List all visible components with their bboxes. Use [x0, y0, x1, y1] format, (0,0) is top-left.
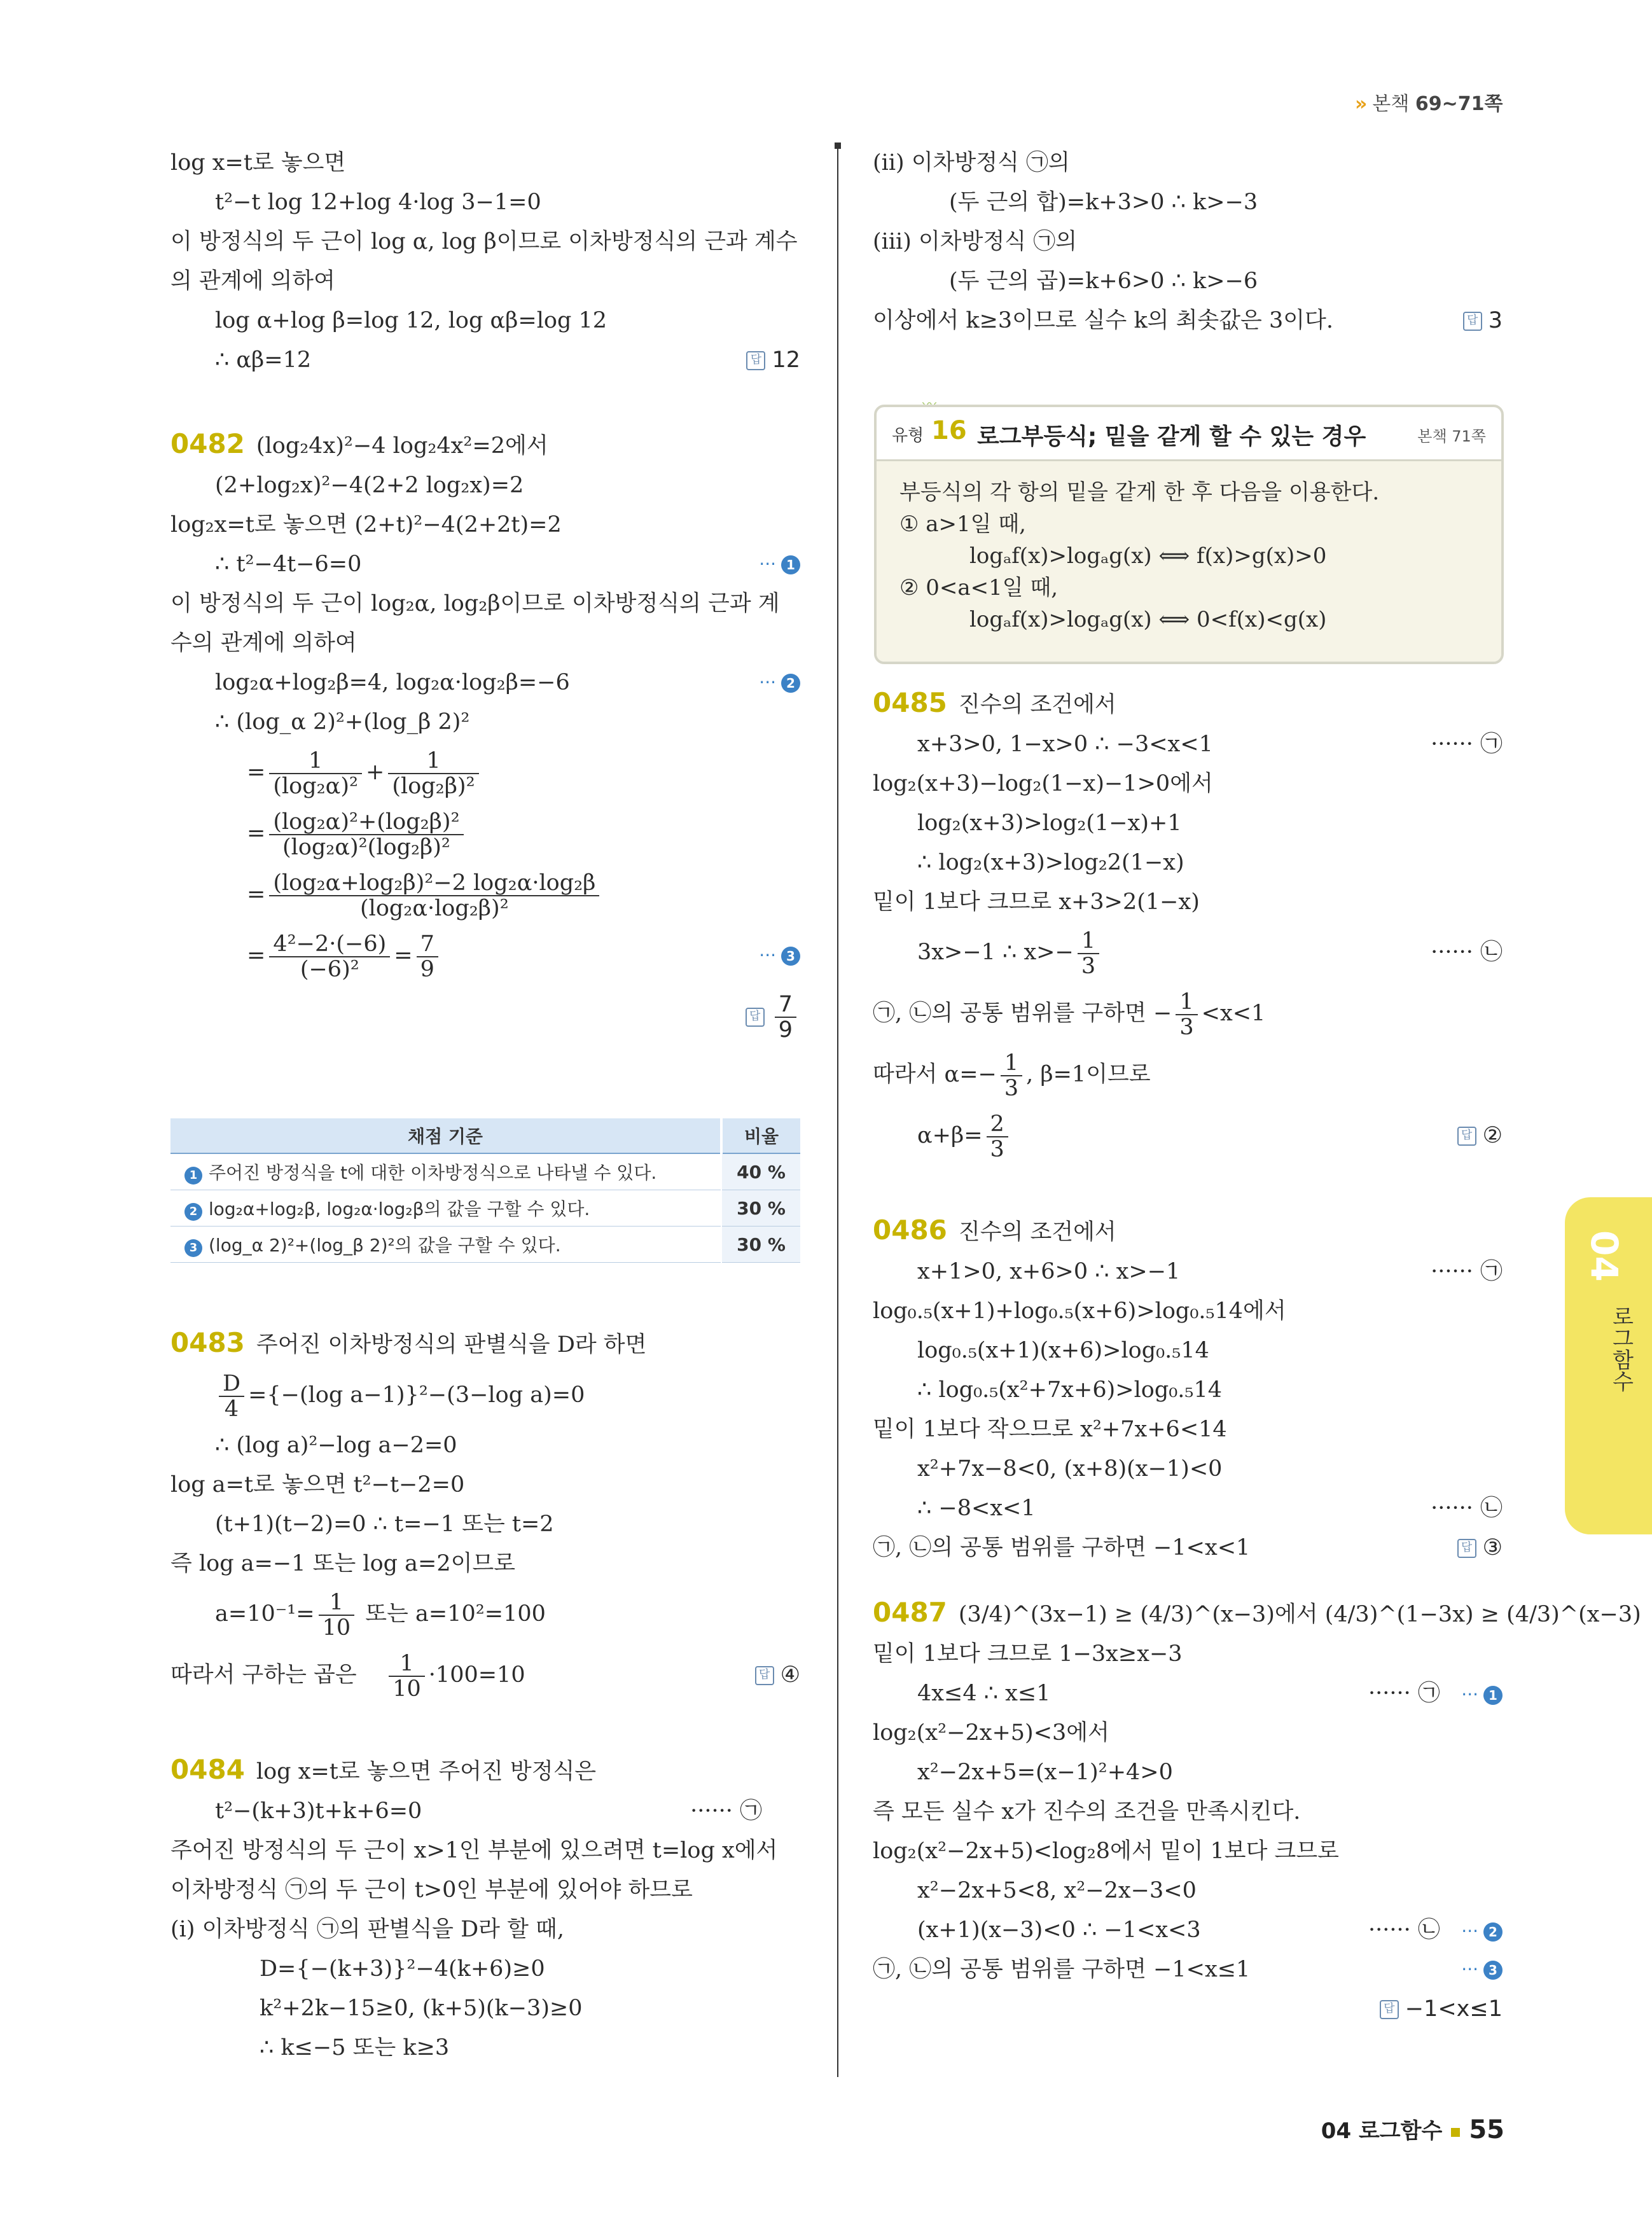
answer-line — [170, 986, 800, 1047]
answer-badge: 답 −1<x≤1 — [1380, 1989, 1503, 2029]
type-body: 부등식의 각 항의 밑을 같게 한 후 다음을 이용한다. ① a>1일 때, logₐf(x)>logₐg(x) ⟺ f(x)>g(x)>0 ② 0<a<1일 때, logₐf(x)>logₐg(x) ⟺ 0<f(x)<g(x) — [877, 461, 1501, 662]
type-page-ref: 본책 71쪽 — [1417, 427, 1486, 445]
type-box — [874, 405, 1504, 664]
answer-badge: 답 ② — [1457, 1105, 1503, 1166]
answer-icon: 답 — [1457, 1127, 1476, 1146]
answer-badge: 답 ③ — [1457, 1528, 1503, 1567]
equation: log₂α+log₂β=4, log₂α·log₂β=−6 ··· 2 — [170, 663, 800, 702]
step-marker-3: ··· 3 — [1461, 1950, 1503, 1989]
equation: ㉠, ㉡의 공통 범위를 구하면 −1<x≤1 ··· 3 — [873, 1950, 1503, 1989]
equation: x²−2x+5=(x−1)²+4>0 — [917, 1760, 1173, 1785]
equation: ∴ (log a)²−log a−2=0 — [215, 1433, 457, 1458]
equation: log₀.₅(x+1)+log₀.₅(x+6)>log₀.₅14에서 — [873, 1298, 1286, 1324]
answer-badge: 답 ④ — [755, 1644, 800, 1706]
equation: log₂(x²−2x+5)<3에서 — [873, 1720, 1109, 1746]
fraction-step: = $\frac{\text{(log₂α)²+(log₂β)²}}{\text{(log₂α)²(log₂β)²}}$ — [170, 803, 800, 864]
equation: ∴ −8<x<1 ······ ㉡ — [873, 1489, 1503, 1528]
problem-header: 0483 주어진 이차방정식의 판별식을 D라 하면 — [170, 1327, 647, 1358]
text-line: 의 관계에 의하여 — [170, 268, 335, 294]
equation: 밑이 1보다 크므로 x+3>2(1−x) — [873, 889, 1200, 915]
grading-table — [170, 1118, 800, 1263]
equation: α+β= $\frac{2}{3}$ 답 ② — [873, 1105, 1503, 1166]
double-chevron-icon: » — [1355, 93, 1368, 115]
table-header: 채점 기준 비율 — [170, 1118, 800, 1153]
fraction-step: = $\frac{1}{\text{(log₂α)²}}$ + $\frac{1}{\text{(log₂β)²}}$ — [170, 742, 800, 803]
problem-number: 0484 — [170, 1754, 245, 1785]
equation: log₂(x²−2x+5)<log₂8에서 밑이 1보다 크므로 — [873, 1838, 1339, 1864]
equation: ∴ log₂(x+3)>log₂2(1−x) — [917, 850, 1184, 875]
text-line: 이차방정식 ㉠의 두 근이 t>0인 부분에 있어야 하므로 — [170, 1877, 693, 1903]
text-line: 주어진 방정식의 두 근이 x>1인 부분에 있으려면 t=log x에서 — [170, 1838, 778, 1863]
fraction-step: = $\frac{\text{4²−2·(−6)}}{\text{(−6)²}}$ = $\frac{7}{9}$ ··· 3 — [170, 925, 800, 986]
equation: (2+log₂x)²−4(2+2 log₂x)=2 — [215, 473, 524, 498]
equation-label: ······ ㉡ — [1431, 1496, 1503, 1521]
equation: ㉠, ㉡의 공통 범위를 구하면 −1<x<1 답 ③ — [873, 1528, 1503, 1567]
equation: (두 근의 곱)=k+6>0 ∴ k>−6 — [949, 268, 1258, 294]
left-column — [170, 143, 800, 1047]
text-line: 이 방정식의 두 근이 log α, log β이므로 이차방정식의 근과 계수 — [170, 229, 798, 254]
equation: t²−(k+3)t+k+6=0 ······ ㉠ — [170, 1791, 800, 1831]
equation: 밑이 1보다 작으므로 x²+7x+6<14 — [873, 1417, 1227, 1442]
chapter-label: 로그함수 — [1608, 1305, 1634, 1392]
equation: 따라서 구하는 곱은 $\frac{1}{10}$ ·100=10 답 ④ — [170, 1644, 800, 1706]
equation: x+3>0, 1−x>0 ∴ −3<x<1 ······ ㉠ — [873, 725, 1503, 764]
chapter-side-tab[interactable] — [1565, 1197, 1652, 1534]
fraction-step: = $\frac{\text{(log₂α+log₂β)²−2 log₂α·log₂β}}{\text{(log₂α·log₂β)²}}$ — [170, 864, 800, 925]
problem-number: 0482 — [170, 428, 245, 459]
equation: a=10⁻¹= $\frac{1}{10}$ 또는 a=10²=100 — [215, 1589, 546, 1641]
answer-badge: 답 $\frac{7}{9}$ — [746, 986, 800, 1047]
problem-number: 0483 — [170, 1327, 245, 1358]
equation: D={−(k+3)}²−4(k+6)≥0 — [260, 1956, 545, 1982]
answer-badge: 답 3 — [1463, 301, 1503, 340]
answer-badge: 답 12 — [746, 340, 800, 380]
answer-icon: 답 — [755, 1666, 774, 1685]
step-marker-2: ··· 2 — [759, 663, 800, 702]
equation: $\frac{D}{4}$ ={−(log a−1)}²−(3−log a)=0 — [170, 1365, 800, 1426]
text-line: (ii) 이차방정식 ㉠의 — [873, 150, 1070, 176]
step-marker-2: ··· 2 — [1461, 1921, 1503, 1942]
answer-line — [873, 1989, 1503, 2029]
text-line: 수의 관계에 의하여 — [170, 630, 357, 656]
equation: 3x>−1 ∴ x>− $\frac{1}{3}$ ······ ㉡ — [873, 922, 1503, 983]
equation: ∴ log₀.₅(x²+7x+6)>log₀.₅14 — [917, 1377, 1222, 1403]
text-line: log x=t로 놓으면 — [170, 150, 346, 176]
page-footer — [1321, 2113, 1504, 2144]
equation: (두 근의 합)=k+3>0 ∴ k>−3 — [949, 190, 1258, 215]
step-marker-3: ··· 3 — [759, 925, 800, 986]
equation-label: ······ ㉠ — [1368, 1681, 1440, 1706]
equation: 4x≤4 ∴ x≤1 ······ ㉠ ··· 1 — [873, 1674, 1503, 1713]
problem-header: 0482 (log₂4x)²−4 log₂4x²=2에서 — [170, 428, 548, 459]
equation: (t+1)(t−2)=0 ∴ t=−1 또는 t=2 — [215, 1512, 554, 1537]
equation: log α+log β=log 12, log αβ=log 12 — [215, 308, 607, 333]
equation: x²+7x−8<0, (x+8)(x−1)<0 — [917, 1456, 1223, 1482]
equation: log₂x=t로 놓으면 (2+t)²−4(2+2t)=2 — [170, 512, 562, 538]
equation: 밑이 1보다 크므로 1−3x≥x−3 — [873, 1641, 1183, 1667]
equation: (x+1)(x−3)<0 ∴ −1<x<3 ······ ㉡ ··· 2 — [873, 1910, 1503, 1950]
equation: t²−t log 12+log 4·log 3−1=0 — [215, 190, 541, 215]
right-column — [873, 143, 1503, 340]
equation: log a=t로 놓으면 t²−t−2=0 — [170, 1472, 465, 1498]
text-line: 즉 모든 실수 x가 진수의 조건을 만족시킨다. — [873, 1799, 1301, 1824]
text-line: (i) 이차방정식 ㉠의 판별식을 D라 할 때, — [170, 1917, 564, 1942]
equation: x+1>0, x+6>0 ∴ x>−1 ······ ㉠ — [873, 1252, 1503, 1291]
equation: ∴ (log_α 2)²+(log_β 2)² — [215, 709, 470, 735]
equation-label: ······ ㉠ — [1431, 1259, 1503, 1284]
table-row: 2 log₂α+log₂β, log₂α·log₂β의 값을 구할 수 있다. 30 % — [170, 1190, 800, 1227]
equation-label: ······ ㉠ — [690, 1798, 762, 1824]
step-marker-1: ··· 1 — [759, 545, 800, 584]
answer-icon: 답 — [1380, 2000, 1399, 2019]
equation-label: ······ ㉡ — [1431, 940, 1503, 965]
page-reference: » 본책 69~71쪽 — [1355, 93, 1503, 115]
equation-label: ······ ㉡ — [1368, 1917, 1440, 1943]
equation: ㉠, ㉡의 공통 범위를 구하면 − $\frac{1}{3}$ <x<1 — [873, 989, 1266, 1040]
equation: log₀.₅(x+1)(x+6)>log₀.₅14 — [917, 1338, 1209, 1363]
problem-header: 0484 log x=t로 놓으면 주어진 방정식은 — [170, 1754, 597, 1785]
equation: log₂(x+3)>log₂(1−x)+1 — [917, 810, 1182, 836]
type-number: 16 — [931, 416, 967, 445]
chapter-number: 04 — [1583, 1230, 1626, 1282]
problem-number: 0486 — [873, 1214, 947, 1246]
column-divider — [837, 146, 838, 2077]
square-bullet-icon — [1451, 2128, 1460, 2137]
answer-icon: 답 — [746, 1008, 765, 1027]
equation: ∴ t²−4t−6=0 ··· 1 — [170, 545, 800, 584]
problem-header: 0486 진수의 조건에서 — [873, 1214, 1116, 1246]
table-row: 3 (log_α 2)²+(log_β 2)²의 값을 구할 수 있다. 30 % — [170, 1227, 800, 1263]
equation: ∴ αβ=12 답 12 — [170, 340, 800, 380]
text-line: 즉 log a=−1 또는 log a=2이므로 — [170, 1551, 516, 1576]
equation: 따라서 α=− $\frac{1}{3}$ , β=1이므로 — [873, 1050, 1151, 1101]
text-line: (iii) 이차방정식 ㉠의 — [873, 229, 1078, 254]
text-line: 이상에서 k≥3이므로 실수 k의 최솟값은 3이다. 답 3 — [873, 301, 1503, 340]
equation: k²+2k−15≥0, (k+5)(k−3)≥0 — [260, 1996, 583, 2021]
type-title: 로그부등식; 밑을 같게 할 수 있는 경우 — [977, 424, 1366, 450]
answer-icon: 답 — [1457, 1539, 1476, 1558]
equation: ∴ k≤−5 또는 k≥3 — [260, 2035, 450, 2061]
table-row: 1 주어진 방정식을 t에 대한 이차방정식으로 나타낼 수 있다. 40 % — [170, 1153, 800, 1190]
problem-number: 0485 — [873, 687, 947, 718]
problem-number: 0487 — [873, 1597, 947, 1628]
text-line: 이 방정식의 두 근이 log₂α, log₂β이므로 이차방정식의 근과 계 — [170, 591, 780, 616]
equation: log₂(x+3)−log₂(1−x)−1>0에서 — [873, 771, 1213, 796]
step-marker-1: ··· 1 — [1461, 1684, 1503, 1705]
page-number: 55 — [1469, 2115, 1504, 2144]
equation-label: ······ ㉠ — [1431, 732, 1503, 757]
left-column-lower — [170, 1323, 800, 2068]
answer-icon: 답 — [746, 351, 765, 370]
type-header: 유형 16 로그부등식; 밑을 같게 할 수 있는 경우 본책 71쪽 — [877, 407, 1501, 461]
answer-icon: 답 — [1463, 312, 1482, 331]
footer-chapter: 04 로그함수 — [1321, 2118, 1443, 2144]
problem-header: 0485 진수의 조건에서 — [873, 687, 1116, 718]
problem-header: 0487 (3/4)^(3x−1) ≥ (4/3)^(x−3)에서 (4/3)^(1−3x) ≥ (4/3)^(x−3) — [873, 1597, 1641, 1628]
equation: x²−2x+5<8, x²−2x−3<0 — [917, 1878, 1197, 1903]
